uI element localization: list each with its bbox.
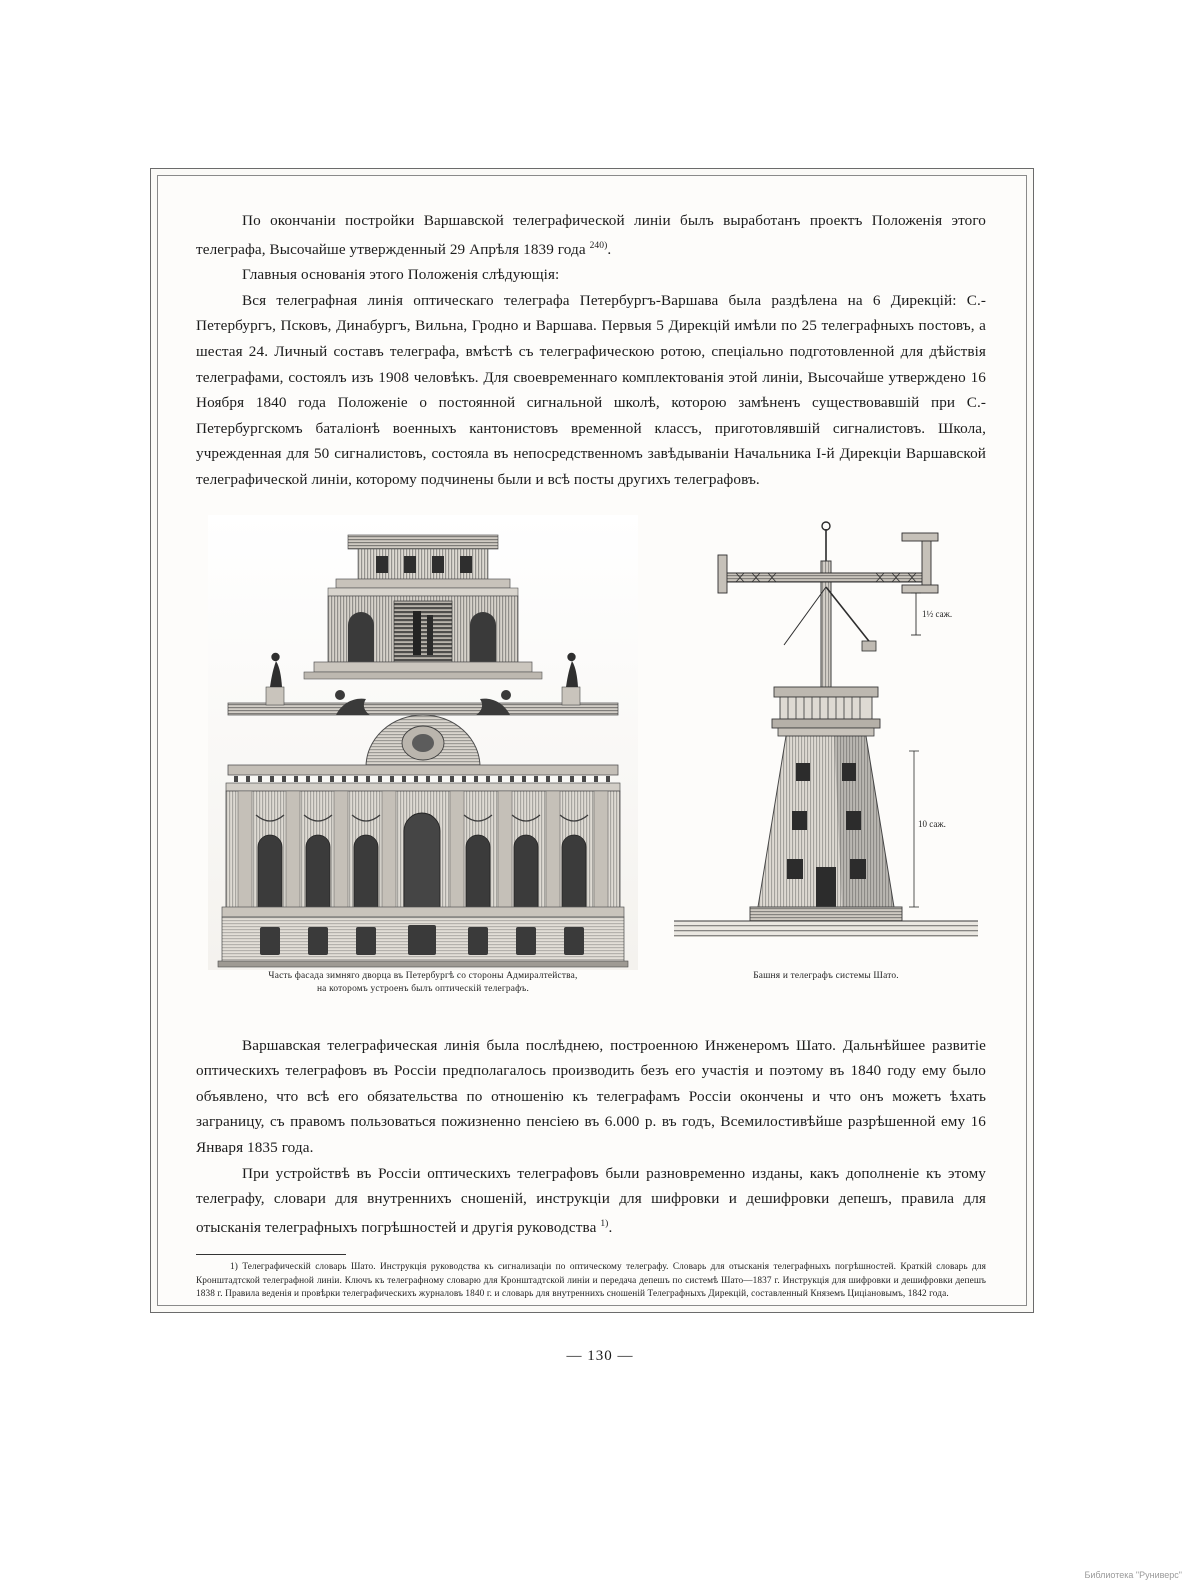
footnote-marker: 1) — [230, 1262, 238, 1273]
tower-scale-label-2: 10 саж. — [918, 818, 946, 829]
palace-svg — [208, 515, 638, 970]
paragraph-4: Варшавская телеграфическая линія была послѣднею, построенною Инженеромъ Шато. Дальнѣйшее развитіе оптическихъ телеграфовъ въ Россіи предполагалось производить безъ его участія и поэтому въ 1840 году ему было объявлено, что всѣ его обязательства по отношенію къ телеграфамъ Россіи окончены и что онъ можетъ ѣхать заграницу, съ правомъ пользоваться пожизненно пенсіею въ 6.000 р. въ годъ, Всемилостивѣйше разрѣшенной ему 16 Января 1835 года. — [196, 1036, 986, 1156]
paragraph-5: При устройствѣ въ Россіи оптическихъ телеграфовъ были разновременно изданы, какъ дополненіе къ этому телеграфу, словари для внутреннихъ сношеній, инструкціи для шифровки и дешифровки депешъ, правила для отысканія телеграфныхъ погрѣшностей и другія руководства $^{1)}$. — [196, 1164, 986, 1236]
figure-palace-caption — [208, 970, 638, 996]
tower-scale-label-1: 1½ саж. — [922, 608, 953, 619]
figure-tower-caption-line1: Башня и телеграфъ системы Шато. — [753, 970, 899, 981]
engraving-winter-palace — [208, 515, 638, 970]
figure-tower-caption — [666, 970, 986, 983]
footnote-ref-1: 1) — [600, 1218, 609, 1229]
figure-block — [196, 515, 986, 1015]
footnote-ref-240: 240) — [589, 240, 608, 251]
figure-palace-caption-line2: на которомъ устроенъ былъ оптическій телеграфъ. — [316, 983, 530, 994]
page-content — [196, 208, 986, 1302]
paragraph-3: Вся телеграфная линія оптическаго телеграфа Петербургъ-Варшава была раздѣлена на 6 Дирекцій: С.-Петербургъ, Псковъ, Динабургъ, Вильна, Гродно и Варшава. Первыя 5 Дирекцій имѣли по 25 телеграфныхъ постовъ, а шестая 24. Личный составъ телеграфа, вмѣстѣ съ телеграфическою ротою, спеціально подготовленной для дѣйствія телеграфами, состоялъ изъ 1908 человѣкъ. Для своевременнаго комплектованія этой линіи, Высочайше утверждено 16 Ноября 1840 года Положеніе о постоянной сигнальной школѣ, которою замѣненъ существовавшій при С.-Петербургскомъ баталіонѣ военныхъ кантонистовъ временной классъ, приготовлявшій сигналистовъ. Школа, учрежденная для 50 сигналистовъ, состояла въ непосредственномъ завѣдываніи Начальника I-й Дирекціи Варшавской телеграфической линіи, которому подчинены были и всѣ посты другихъ телеграфовъ. — [196, 291, 986, 488]
library-watermark: Библиотека "Руниверс" — [1084, 1570, 1182, 1580]
footnote-text: Телеграфическій словарь Шато. Инструкція руководства къ сигнализаціи по оптическому телеграфу. Словарь для отысканія телеграфныхъ погрѣшностей. Краткій словарь для Кронштадтской телеграфной линіи. Ключъ къ телеграфному словарю для Кронштадтской линіи и передача депешъ по системѣ Шато—1837 г. Инструкція для шифровки и дешифровки депешъ 1838 г. Правила веденія и провѣрки телеграфическихъ журналовъ 1840 г. и словарь для внутреннихъ сношеній Телеграфныхъ Дирекцій, составленный Княземъ Циціановымъ, 1842 года. — [196, 1262, 986, 1300]
paragraph-1: По окончаніи постройки Варшавской телеграфической линіи былъ выработанъ проектъ Положенія этого телеграфа, Высочайше утвержденный 29 Апрѣля 1839 года $^{240)}$. — [196, 212, 986, 258]
footnote-block — [196, 1261, 986, 1301]
tower-svg — [666, 515, 986, 970]
figure-palace-caption-line1: Часть фасада зимняго дворца въ Петербургѣ со стороны Адмиралтейства, — [268, 970, 578, 981]
paragraph-5-text: При устройствѣ въ Россіи оптическихъ телеграфовъ были разновременно изданы, какъ дополненіе къ этому телеграфу, словари для внутреннихъ сношеній, инструкціи для шифровки и дешифровки депешъ, правила для отысканія телеграфныхъ погрѣшностей и другія руководства — [196, 1164, 986, 1236]
paragraph-2: Главныя основанія этого Положенія слѣдующія: — [242, 266, 560, 284]
engraving-chappe-tower — [666, 515, 986, 970]
page-number: — 130 — — [566, 1348, 634, 1364]
footnote-divider — [196, 1254, 346, 1255]
figure-palace — [208, 515, 638, 996]
paragraph-1-text: По окончаніи постройки Варшавской телеграфической линіи былъ выработанъ проектъ Положенія этого телеграфа, Высочайше утвержденный 29 Апрѣля 1839 года — [196, 212, 986, 258]
figure-tower — [666, 515, 986, 983]
page-frame — [157, 175, 1027, 1306]
document-page — [150, 168, 1034, 1313]
